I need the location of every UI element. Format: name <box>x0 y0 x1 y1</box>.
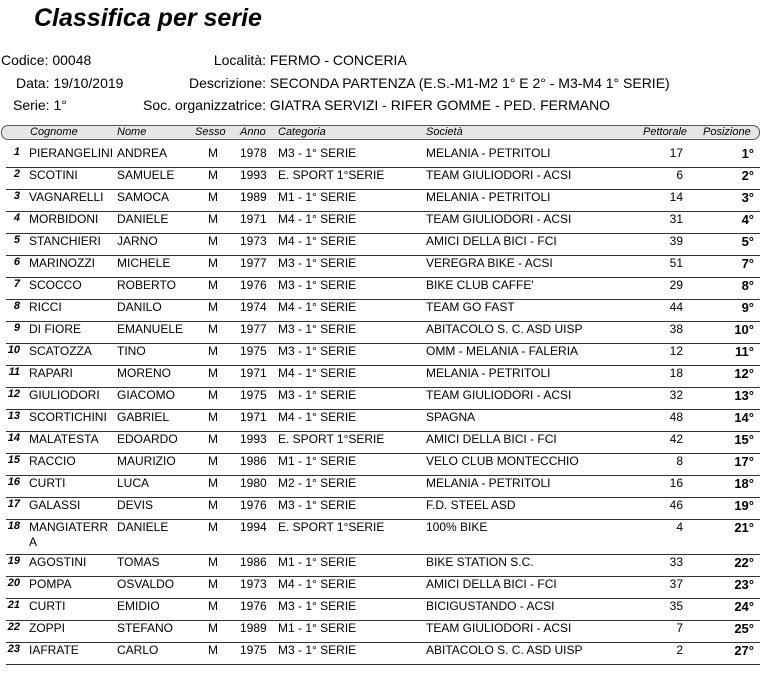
table-row <box>1 300 760 322</box>
cell-cognome: SCORTICHINI <box>29 410 107 424</box>
cell-nome: CARLO <box>117 643 159 657</box>
cell-sesso: M <box>208 212 218 226</box>
cell-cognome: SCATOZZA <box>29 344 92 358</box>
cell-nome: GABRIEL <box>117 410 170 424</box>
meta-descrizione <box>120 75 670 91</box>
cell-anno: 1980 <box>240 476 267 490</box>
cell-categoria: M3 - 1° SERIE <box>278 643 357 657</box>
cell-nome: DANILO <box>117 300 162 314</box>
row-number: 9 <box>13 322 20 334</box>
serie-value: 1° <box>53 97 67 113</box>
cell-sesso: M <box>208 168 218 182</box>
table-row <box>1 520 760 555</box>
cell-cognome: STANCHIERI <box>29 234 101 248</box>
row-number: 8 <box>13 300 20 312</box>
cell-pettorale: 17 <box>669 146 683 160</box>
cell-societa: MELANIA - PETRITOLI <box>426 146 551 160</box>
cell-pettorale: 38 <box>669 322 683 336</box>
cell-categoria: M3 - 1° SERIE <box>278 146 357 160</box>
cell-pettorale: 32 <box>669 388 683 402</box>
cell-pettorale: 48 <box>669 410 683 424</box>
cell-pettorale: 51 <box>669 256 683 270</box>
cell-sesso: M <box>208 344 218 358</box>
cell-pettorale: 31 <box>669 212 683 226</box>
cell-cognome: RACCIO <box>29 454 76 468</box>
cell-societa: AMICI DELLA BICI - FCI <box>426 432 557 446</box>
row-divider <box>6 664 760 665</box>
cell-categoria: M4 - 1° SERIE <box>278 212 357 226</box>
row-number: 16 <box>7 476 20 488</box>
cell-societa: TEAM GIULIODORI - ACSI <box>426 212 572 226</box>
table-row <box>1 344 760 366</box>
cell-sesso: M <box>208 621 218 635</box>
meta-soc-organizzatrice <box>120 97 610 113</box>
cell-nome: DEVIS <box>117 498 154 512</box>
header-cognome: Cognome <box>30 126 78 138</box>
cell-posizione: 8° <box>741 278 754 293</box>
cell-sesso: M <box>208 300 218 314</box>
cell-posizione: 14° <box>734 410 754 425</box>
table-row <box>1 212 760 234</box>
meta-serie <box>13 97 67 113</box>
cell-posizione: 25° <box>734 621 754 636</box>
row-number: 7 <box>13 278 20 290</box>
meta-codice <box>1 52 91 68</box>
cell-posizione: 13° <box>734 388 754 403</box>
cell-posizione: 4° <box>741 212 754 227</box>
cell-nome: ROBERTO <box>117 278 176 292</box>
cell-posizione: 9° <box>741 300 754 315</box>
cell-pettorale: 14 <box>669 190 683 204</box>
table-row <box>1 621 760 643</box>
cell-posizione: 1° <box>741 146 754 161</box>
cell-posizione: 19° <box>734 498 754 513</box>
row-number: 20 <box>7 577 20 589</box>
row-number: 12 <box>7 388 20 400</box>
cell-nome: GIACOMO <box>117 388 176 402</box>
cell-anno: 1971 <box>240 212 267 226</box>
row-number: 23 <box>7 643 20 655</box>
table-row <box>1 190 760 212</box>
cell-cognome: DI FIORE <box>29 322 82 336</box>
cell-anno: 1986 <box>240 555 267 569</box>
cell-sesso: M <box>208 190 218 204</box>
table-row <box>1 388 760 410</box>
cell-pettorale: 7 <box>676 621 683 635</box>
soc-label: Soc. organizzatrice: <box>143 97 266 113</box>
serie-label: Serie: <box>13 97 50 113</box>
cell-sesso: M <box>208 256 218 270</box>
row-number: 5 <box>13 234 20 246</box>
cell-anno: 1993 <box>240 168 267 182</box>
cell-nome: ANDREA <box>117 146 168 160</box>
row-number: 6 <box>13 256 20 268</box>
cell-anno: 1976 <box>240 599 267 613</box>
cell-anno: 1974 <box>240 300 267 314</box>
cell-nome: EMIDIO <box>117 599 160 613</box>
cell-cognome: GIULIODORI <box>29 388 100 402</box>
table-row <box>1 256 760 278</box>
table-row <box>1 555 760 577</box>
cell-anno: 1973 <box>240 577 267 591</box>
localita-label: Località: <box>213 52 266 68</box>
cell-posizione: 23° <box>734 577 754 592</box>
row-number: 17 <box>7 498 20 510</box>
header-categoria: Categoria <box>278 126 326 138</box>
header-sesso: Sesso <box>195 126 226 138</box>
cell-societa: TEAM GO FAST <box>426 300 515 314</box>
cell-anno: 1976 <box>240 498 267 512</box>
codice-label: Codice: <box>1 52 49 68</box>
cell-categoria: E. SPORT 1°SERIE <box>278 432 385 446</box>
cell-nome: EDOARDO <box>117 432 178 446</box>
cell-categoria: M4 - 1° SERIE <box>278 300 357 314</box>
cell-cognome: MANGIATERR <box>29 520 109 534</box>
cell-posizione: 21° <box>734 520 754 535</box>
cell-sesso: M <box>208 476 218 490</box>
cell-societa: ABITACOLO S. C. ASD UISP <box>426 322 583 336</box>
row-number: 19 <box>7 555 20 567</box>
cell-nome: TINO <box>117 344 146 358</box>
cell-societa: F.D. STEEL ASD <box>426 498 516 512</box>
cell-societa: TEAM GIULIODORI - ACSI <box>426 168 572 182</box>
cell-posizione: 27° <box>734 643 754 658</box>
cell-societa: ABITACOLO S. C. ASD UISP <box>426 643 583 657</box>
cell-societa: AMICI DELLA BICI - FCI <box>426 234 557 248</box>
cell-sesso: M <box>208 146 218 160</box>
data-value: 19/10/2019 <box>53 75 124 91</box>
cell-posizione: 11° <box>735 344 754 359</box>
table-row <box>1 366 760 388</box>
cell-anno: 1973 <box>240 234 267 248</box>
cell-sesso: M <box>208 498 218 512</box>
cell-cognome: MALATESTA <box>29 432 99 446</box>
cell-cognome: PIERANGELINI <box>29 146 114 160</box>
cell-pettorale: 39 <box>669 234 683 248</box>
cell-categoria: M1 - 1° SERIE <box>278 454 357 468</box>
row-number: 2 <box>13 168 20 180</box>
cell-categoria: M4 - 1° SERIE <box>278 410 357 424</box>
table-row <box>1 146 760 168</box>
cell-nome: DANIELE <box>117 520 169 534</box>
cell-cognome: MORBIDONI <box>29 212 99 226</box>
cell-anno: 1971 <box>240 366 267 380</box>
cell-categoria: E. SPORT 1°SERIE <box>278 168 385 182</box>
cell-cognome: IAFRATE <box>29 643 79 657</box>
cell-pettorale: 2 <box>676 643 683 657</box>
cell-categoria: M2 - 1° SERIE <box>278 476 357 490</box>
cell-societa: BIKE CLUB CAFFE' <box>426 278 534 292</box>
cell-posizione: 10° <box>734 322 754 337</box>
cell-societa: BICIGUSTANDO - ACSI <box>426 599 555 613</box>
table-row <box>1 278 760 300</box>
cell-nome: MAURIZIO <box>117 454 176 468</box>
cell-anno: 1994 <box>240 520 267 534</box>
cell-societa: VEREGRA BIKE - ACSI <box>426 256 553 270</box>
cell-cognome: MARINOZZI <box>29 256 95 270</box>
cell-nome: JARNO <box>117 234 158 248</box>
cell-anno: 1971 <box>240 410 267 424</box>
table-row <box>1 432 760 454</box>
cell-nome: LUCA <box>117 476 150 490</box>
cell-pettorale: 42 <box>669 432 683 446</box>
page-title: Classifica per serie <box>34 4 262 32</box>
cell-anno: 1976 <box>240 278 267 292</box>
cell-posizione: 7° <box>741 256 754 271</box>
cell-anno: 1977 <box>240 322 267 336</box>
cell-pettorale: 33 <box>669 555 683 569</box>
cell-pettorale: 46 <box>669 498 683 512</box>
cell-nome: TOMAS <box>117 555 160 569</box>
meta-localita <box>120 52 407 68</box>
cell-posizione: 12° <box>734 366 754 381</box>
header-anno: Anno <box>240 126 266 138</box>
cell-anno: 1975 <box>240 344 267 358</box>
cell-societa: BIKE STATION S.C. <box>426 555 534 569</box>
cell-cognome: RAPARI <box>29 366 73 380</box>
table-row <box>1 410 760 432</box>
cell-societa: OMM - MELANIA - FALERIA <box>426 344 579 358</box>
cell-pettorale: 18 <box>669 366 683 380</box>
row-number: 1 <box>13 146 20 158</box>
soc-value: GIATRA SERVIZI - RIFER GOMME - PED. FERMANO <box>269 97 611 113</box>
table-row <box>1 498 760 520</box>
cell-sesso: M <box>208 366 218 380</box>
row-number: 14 <box>7 432 20 444</box>
cell-sesso: M <box>208 322 218 336</box>
cell-societa: VELO CLUB MONTECCHIO <box>426 454 579 468</box>
cell-categoria: M3 - 1° SERIE <box>278 322 357 336</box>
header-pettorale: Pettorale <box>643 126 688 138</box>
row-number: 13 <box>7 410 20 422</box>
cell-anno: 1975 <box>240 388 267 402</box>
row-number: 4 <box>13 212 20 224</box>
cell-sesso: M <box>208 388 218 402</box>
cell-categoria: M4 - 1° SERIE <box>278 234 357 248</box>
row-number: 22 <box>7 621 20 633</box>
cell-cognome: SCOTINI <box>29 168 78 182</box>
table-row <box>1 577 760 599</box>
table-row <box>1 168 760 190</box>
cell-categoria: M3 - 1° SERIE <box>278 278 357 292</box>
cell-categoria: M3 - 1° SERIE <box>278 344 357 358</box>
meta-data <box>16 75 123 91</box>
cell-nome: SAMUELE <box>117 168 175 182</box>
cell-societa: 100% BIKE <box>426 520 488 534</box>
cell-sesso: M <box>208 410 218 424</box>
cell-cognome: CURTI <box>29 476 66 490</box>
cell-nome: EMANUELE <box>117 322 184 336</box>
cell-cognome: AGOSTINI <box>29 555 87 569</box>
cell-posizione: 2° <box>741 168 754 183</box>
cell-pettorale: 12 <box>669 344 683 358</box>
cell-societa: MELANIA - PETRITOLI <box>426 366 551 380</box>
cell-pettorale: 8 <box>676 454 683 468</box>
table-row <box>1 599 760 621</box>
cell-posizione: 3° <box>741 190 754 205</box>
cell-categoria: M1 - 1° SERIE <box>278 190 357 204</box>
row-number: 11 <box>8 366 20 378</box>
cell-sesso: M <box>208 577 218 591</box>
cell-sesso: M <box>208 643 218 657</box>
cell-posizione: 18° <box>734 476 754 491</box>
cell-categoria: M3 - 1° SERIE <box>278 256 357 270</box>
cell-categoria: M4 - 1° SERIE <box>278 366 357 380</box>
cell-cognome-wrap: A <box>29 535 38 549</box>
cell-posizione: 5° <box>741 234 754 249</box>
cell-cognome: POMPA <box>29 577 72 591</box>
cell-categoria: M3 - 1° SERIE <box>278 498 357 512</box>
cell-categoria: M3 - 1° SERIE <box>278 599 357 613</box>
cell-societa: TEAM GIULIODORI - ACSI <box>426 621 572 635</box>
cell-cognome: CURTI <box>29 599 66 613</box>
cell-sesso: M <box>208 599 218 613</box>
localita-value: FERMO - CONCERIA <box>269 52 407 68</box>
data-label: Data: <box>16 75 50 91</box>
descrizione-label: Descrizione: <box>188 75 266 91</box>
cell-nome: STEFANO <box>117 621 174 635</box>
cell-anno: 1989 <box>240 190 267 204</box>
cell-posizione: 15° <box>734 432 754 447</box>
cell-nome: OSVALDO <box>117 577 175 591</box>
cell-sesso: M <box>208 234 218 248</box>
cell-pettorale: 16 <box>669 476 683 490</box>
cell-pettorale: 35 <box>669 599 683 613</box>
cell-nome: DANIELE <box>117 212 169 226</box>
row-number: 10 <box>7 344 20 356</box>
cell-nome: MICHELE <box>117 256 171 270</box>
cell-categoria: M1 - 1° SERIE <box>278 555 357 569</box>
cell-sesso: M <box>208 454 218 468</box>
cell-categoria: M4 - 1° SERIE <box>278 577 357 591</box>
cell-cognome: ZOPPI <box>29 621 66 635</box>
table-row <box>1 476 760 498</box>
cell-posizione: 22° <box>734 555 754 570</box>
cell-pettorale: 37 <box>669 577 683 591</box>
cell-pettorale: 44 <box>669 300 683 314</box>
cell-anno: 1978 <box>240 146 267 160</box>
row-number: 3 <box>13 190 20 202</box>
cell-societa: MELANIA - PETRITOLI <box>426 190 551 204</box>
cell-cognome: VAGNARELLI <box>29 190 104 204</box>
descrizione-value: SECONDA PARTENZA (E.S.-M1-M2 1° E 2° - M3-M4 1° SERIE) <box>269 75 670 91</box>
cell-posizione: 24° <box>734 599 754 614</box>
cell-categoria: M3 - 1° SERIE <box>278 388 357 402</box>
header-societa: Società <box>426 126 463 138</box>
cell-anno: 1977 <box>240 256 267 270</box>
cell-posizione: 17° <box>734 454 754 469</box>
cell-anno: 1989 <box>240 621 267 635</box>
cell-sesso: M <box>208 278 218 292</box>
cell-pettorale: 4 <box>676 520 683 534</box>
cell-sesso: M <box>208 555 218 569</box>
table-row <box>1 643 760 665</box>
row-number: 21 <box>7 599 20 611</box>
header-posizione: Posizione <box>703 126 751 138</box>
table-row <box>1 322 760 344</box>
table-row <box>1 234 760 256</box>
cell-cognome: RICCI <box>29 300 62 314</box>
cell-categoria: M1 - 1° SERIE <box>278 621 357 635</box>
cell-nome: MORENO <box>117 366 171 380</box>
cell-anno: 1993 <box>240 432 267 446</box>
codice-value: 00048 <box>52 52 92 68</box>
cell-societa: AMICI DELLA BICI - FCI <box>426 577 557 591</box>
cell-cognome: SCOCCO <box>29 278 82 292</box>
cell-societa: TEAM GIULIODORI - ACSI <box>426 388 572 402</box>
cell-sesso: M <box>208 520 218 534</box>
cell-sesso: M <box>208 432 218 446</box>
cell-pettorale: 29 <box>669 278 683 292</box>
cell-anno: 1975 <box>240 643 267 657</box>
header-nome: Nome <box>117 126 147 138</box>
cell-nome: SAMOCA <box>117 190 170 204</box>
cell-cognome: GALASSI <box>29 498 81 512</box>
cell-pettorale: 6 <box>676 168 683 182</box>
row-number: 18 <box>7 520 20 532</box>
cell-societa: SPAGNA <box>426 410 476 424</box>
cell-categoria: E. SPORT 1°SERIE <box>278 520 385 534</box>
cell-societa: MELANIA - PETRITOLI <box>426 476 551 490</box>
row-number: 15 <box>7 454 20 466</box>
cell-anno: 1986 <box>240 454 267 468</box>
table-row <box>1 454 760 476</box>
